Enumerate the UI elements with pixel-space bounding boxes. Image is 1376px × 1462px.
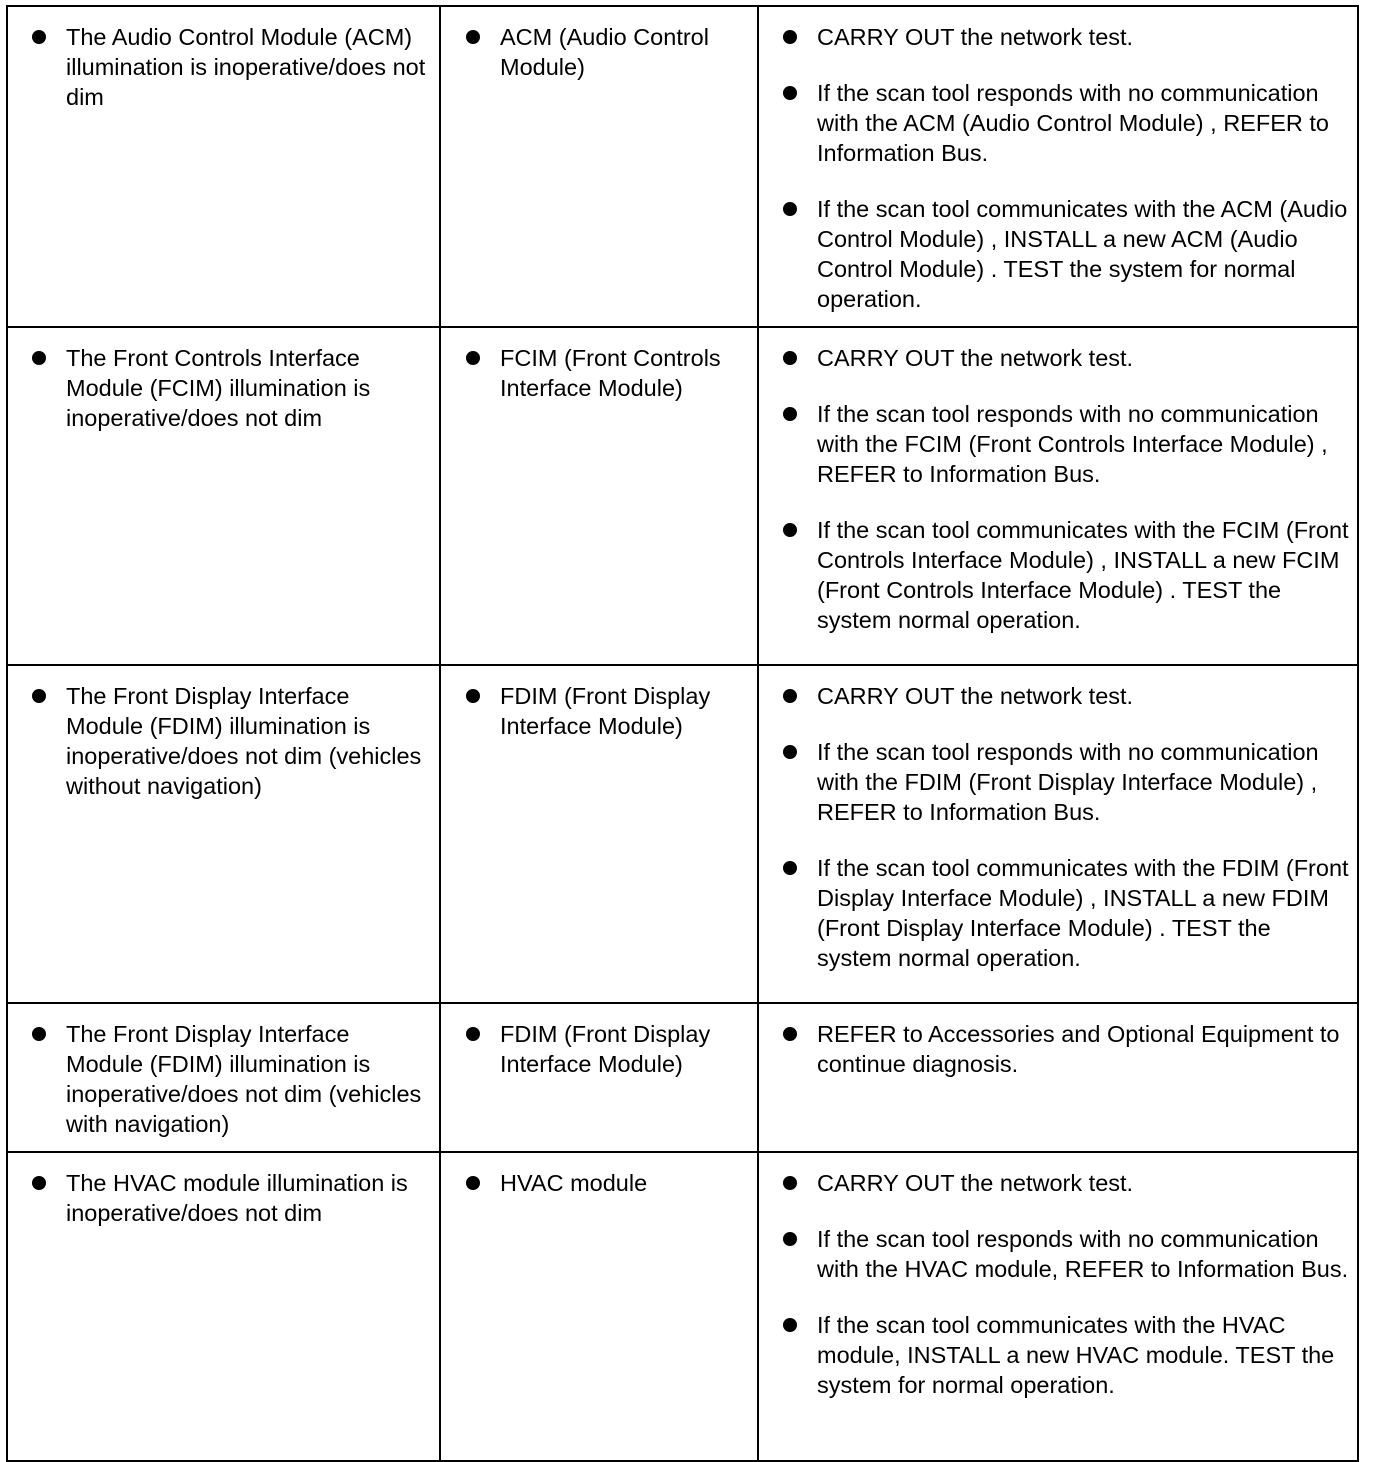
list-item [66, 343, 431, 433]
action-text: CARRY OUT the network test. [817, 24, 1134, 50]
condition-cell [7, 327, 440, 665]
source-cell [440, 1003, 758, 1152]
action-text: If the scan tool communicates with the FDIM (Front Display Interface Module) , INSTALL a new FDIM (Front Display Interface Module) . TEST the system normal operation. [817, 855, 1349, 971]
list-item [817, 737, 1351, 827]
table-row [7, 665, 1358, 1003]
condition-text: The Front Display Interface Module (FDIM) illumination is inoperative/does not dim (vehicles without navigation) [66, 683, 422, 799]
action-text: CARRY OUT the network test. [817, 345, 1134, 371]
table-row [7, 1003, 1358, 1152]
bullet-icon [783, 30, 797, 44]
bullet-icon [466, 1027, 480, 1041]
bullet-icon [783, 523, 797, 537]
condition-cell [7, 6, 440, 327]
bullet-icon [783, 689, 797, 703]
source-text: ACM (Audio Control Module) [500, 24, 709, 80]
bullet-icon [466, 689, 480, 703]
table-row [7, 6, 1358, 327]
condition-cell [7, 1152, 440, 1461]
bullet-icon [783, 351, 797, 365]
action-text: If the scan tool communicates with the ACM (Audio Control Module) , INSTALL a new ACM (Audio Control Module) . TEST the system for normal operation. [817, 196, 1348, 312]
bullet-icon [466, 1176, 480, 1190]
list-item [817, 78, 1351, 168]
source-cell [440, 665, 758, 1003]
bullet-icon [783, 407, 797, 421]
action-text: REFER to Accessories and Optional Equipment to continue diagnosis. [817, 1021, 1340, 1077]
list-item [500, 1019, 749, 1079]
table-row [7, 327, 1358, 665]
list-item [66, 681, 431, 801]
bullet-icon [32, 30, 46, 44]
action-cell [758, 1003, 1358, 1152]
action-cell [758, 327, 1358, 665]
list-item [817, 22, 1351, 52]
symptom-chart-table [6, 5, 1359, 1462]
bullet-icon [783, 86, 797, 100]
bullet-icon [783, 745, 797, 759]
action-text: CARRY OUT the network test. [817, 683, 1134, 709]
action-text: If the scan tool responds with no communication with the ACM (Audio Control Module) , REFER to Information Bus. [817, 80, 1329, 166]
source-cell [440, 6, 758, 327]
list-item [817, 1224, 1351, 1284]
list-item [817, 1168, 1351, 1198]
action-cell [758, 6, 1358, 327]
action-text: If the scan tool responds with no communication with the HVAC module, REFER to Information Bus. [817, 1226, 1349, 1282]
source-text: FDIM (Front Display Interface Module) [500, 1021, 711, 1077]
condition-text: The Audio Control Module (ACM) illumination is inoperative/does not dim [66, 24, 426, 110]
condition-text: The Front Display Interface Module (FDIM) illumination is inoperative/does not dim (vehicles with navigation) [66, 1021, 422, 1137]
condition-text: The HVAC module illumination is inoperative/does not dim [66, 1170, 408, 1226]
list-item [500, 681, 749, 741]
condition-cell [7, 665, 440, 1003]
source-text: FDIM (Front Display Interface Module) [500, 683, 711, 739]
bullet-icon [32, 1027, 46, 1041]
source-cell [440, 327, 758, 665]
bullet-icon [466, 30, 480, 44]
list-item [817, 1019, 1351, 1079]
bullet-icon [783, 1318, 797, 1332]
action-text: If the scan tool communicates with the FCIM (Front Controls Interface Module) , INSTALL a new FCIM (Front Controls Interface Module) . TEST the system normal operation. [817, 517, 1349, 633]
source-cell [440, 1152, 758, 1461]
list-item [817, 1310, 1351, 1400]
list-item [817, 399, 1351, 489]
table-body [7, 6, 1358, 1461]
condition-cell [7, 1003, 440, 1152]
bullet-icon [466, 351, 480, 365]
bullet-icon [32, 689, 46, 703]
action-cell [758, 665, 1358, 1003]
list-item [817, 343, 1351, 373]
list-item [66, 22, 431, 112]
list-item [500, 343, 749, 403]
list-item [500, 22, 749, 82]
bullet-icon [32, 351, 46, 365]
source-text: FCIM (Front Controls Interface Module) [500, 345, 721, 401]
bullet-icon [783, 1027, 797, 1041]
list-item [500, 1168, 749, 1198]
action-text: If the scan tool communicates with the HVAC module, INSTALL a new HVAC module. TEST the system for normal operation. [817, 1312, 1335, 1398]
list-item [66, 1019, 431, 1139]
action-text: CARRY OUT the network test. [817, 1170, 1134, 1196]
bullet-icon [783, 1232, 797, 1246]
bullet-icon [783, 861, 797, 875]
list-item [817, 681, 1351, 711]
list-item [817, 515, 1351, 635]
list-item [817, 194, 1351, 314]
condition-text: The Front Controls Interface Module (FCIM) illumination is inoperative/does not dim [66, 345, 371, 431]
action-text: If the scan tool responds with no communication with the FCIM (Front Controls Interface Module) , REFER to Information Bus. [817, 401, 1328, 487]
bullet-icon [32, 1176, 46, 1190]
bullet-icon [783, 202, 797, 216]
action-text: If the scan tool responds with no communication with the FDIM (Front Display Interface Module) , REFER to Information Bus. [817, 739, 1319, 825]
action-cell [758, 1152, 1358, 1461]
source-text: HVAC module [500, 1170, 648, 1196]
table-row [7, 1152, 1358, 1461]
bullet-icon [783, 1176, 797, 1190]
list-item [817, 853, 1351, 973]
list-item [66, 1168, 431, 1228]
